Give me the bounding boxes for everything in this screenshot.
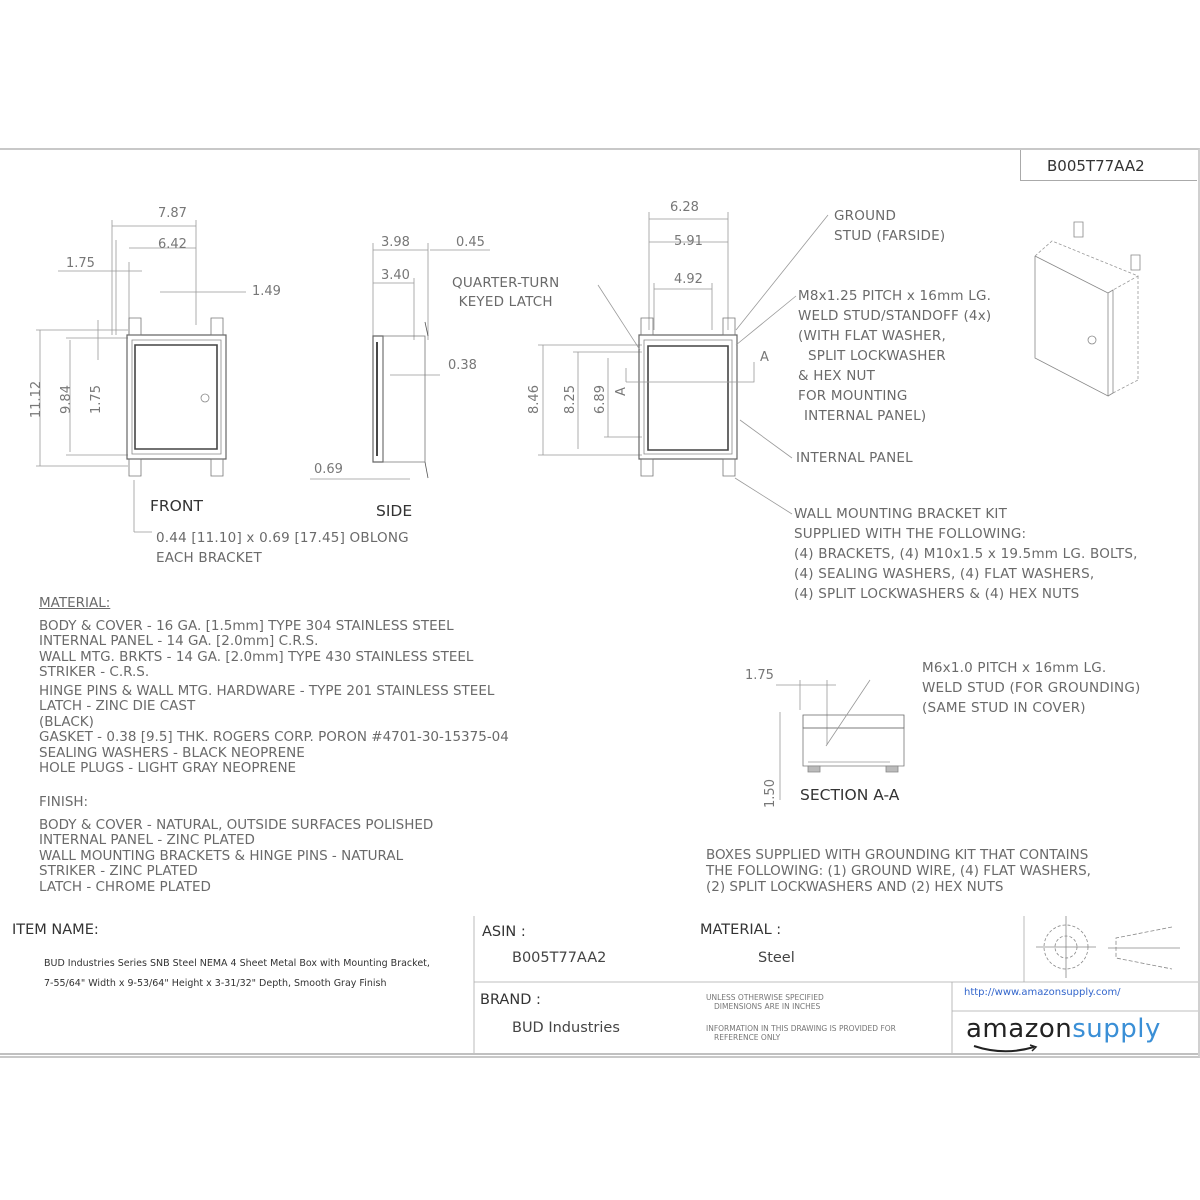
finish-section: [39, 795, 433, 895]
section-view-label: SECTION A-A: [800, 786, 900, 804]
dim-back-inner-width: 4.92: [674, 272, 703, 287]
dim-back-mid-width: 5.91: [674, 234, 703, 249]
material-line: HOLE PLUGS - LIGHT GRAY NEOPRENE: [39, 760, 297, 776]
dim-side-bottom: 0.69: [314, 462, 343, 477]
dim-back-height-a: 8.46: [526, 385, 542, 414]
dim-back-height-c: 6.89: [592, 385, 608, 414]
bracket-note: [156, 528, 409, 568]
material-line: BODY & COVER - 16 GA. [1.5mm] TYPE 304 STAINLESS STEEL: [39, 617, 454, 634]
grounding-kit-note: [706, 847, 1091, 895]
callout-line: SUPPLIED WITH THE FOLLOWING:: [794, 526, 1027, 542]
dim-side-gap: 0.38: [448, 358, 477, 373]
note-line: UNLESS OTHERWISE SPECIFIED: [706, 993, 824, 1002]
dim-front-top-offset: 1.75: [88, 385, 104, 414]
callout-line: KEYED LATCH: [458, 294, 553, 310]
material-label: MATERIAL :: [700, 922, 782, 938]
ground-stud-section-callout: [922, 658, 1140, 718]
brand-label: BRAND :: [480, 992, 541, 1008]
latch-callout: [452, 274, 559, 312]
bracket-note-line: EACH BRACKET: [156, 550, 262, 566]
material-title: MATERIAL:: [39, 595, 111, 611]
section-marker-right: A: [760, 350, 769, 365]
material-line: (BLACK): [39, 713, 94, 730]
bracket-kit-callout: [794, 504, 1138, 604]
dim-section-offset: 1.75: [745, 668, 774, 683]
dim-side-inner-depth: 3.40: [381, 268, 410, 283]
ground-stud-callout: [834, 206, 945, 246]
section-marker-left: A: [613, 387, 629, 396]
asin-value: B005T77AA2: [512, 950, 607, 966]
back-view-drawing: [538, 212, 828, 514]
dim-front-overall-width: 7.87: [158, 206, 187, 221]
dim-side-depth: 3.98: [381, 235, 410, 250]
finish-line: WALL MOUNTING BRACKETS & HINGE PINS - NATURAL: [39, 847, 404, 864]
material-value: Steel: [758, 950, 795, 966]
dim-back-height-b: 8.25: [562, 385, 578, 414]
dim-front-overall-height: 11.12: [29, 380, 45, 419]
note-line: THE FOLLOWING: (1) GROUND WIRE, (4) FLAT WASHERS,: [706, 863, 1091, 879]
callout-line: & HEX NUT: [798, 368, 876, 384]
callout-line: STUD (FARSIDE): [834, 228, 946, 244]
note-units: [706, 993, 824, 1011]
weld-stud-callout: [798, 286, 991, 426]
amazonsupply-logo: [966, 1014, 1161, 1044]
callout-line: SPLIT LOCKWASHER: [808, 348, 946, 364]
material-line: INTERNAL PANEL - 14 GA. [2.0mm] C.R.S.: [39, 633, 319, 649]
callout-line: INTERNAL PANEL): [804, 408, 927, 424]
note-line: DIMENSIONS ARE IN INCHES: [714, 1002, 821, 1011]
callout-line: M8x1.25 PITCH x 16mm LG.: [798, 288, 992, 304]
bracket-note-line: 0.44 [11.10] x 0.69 [17.45] OBLONG: [156, 530, 409, 546]
callout-line: (4) BRACKETS, (4) M10x1.5 x 19.5mm LG. BOLTS,: [794, 546, 1138, 562]
internal-panel-callout: INTERNAL PANEL: [796, 450, 913, 466]
third-angle-projection-icon: [1036, 916, 1180, 978]
note-line: (2) SPLIT LOCKWASHERS AND (2) HEX NUTS: [706, 879, 1004, 895]
asin-header: B005T77AA2: [1047, 157, 1145, 175]
dim-back-overall-width: 6.28: [670, 200, 699, 215]
dim-front-left-offset: 1.75: [66, 256, 95, 271]
isometric-view-drawing: [1035, 222, 1140, 396]
material-section: [39, 596, 509, 777]
note-reference: [706, 1024, 896, 1042]
note-line: INFORMATION IN THIS DRAWING IS PROVIDED FOR: [706, 1024, 896, 1033]
callout-line: QUARTER-TURN: [452, 275, 560, 291]
item-name-value: [44, 954, 430, 994]
front-view-label: FRONT: [150, 497, 203, 515]
note-line: REFERENCE ONLY: [714, 1033, 781, 1042]
finish-line: BODY & COVER - NATURAL, OUTSIDE SURFACES POLISHED: [39, 816, 434, 833]
callout-line: WELD STUD (FOR GROUNDING): [922, 680, 1141, 696]
asin-label: ASIN :: [482, 924, 526, 940]
amazonsupply-link[interactable]: http://www.amazonsupply.com/: [964, 987, 1121, 998]
dim-front-inner-height: 9.84: [58, 385, 74, 414]
callout-line: WALL MOUNTING BRACKET KIT: [794, 506, 1008, 522]
finish-line: INTERNAL PANEL - ZINC PLATED: [39, 832, 255, 848]
callout-line: GROUND: [834, 208, 897, 224]
logo-supply-text: supply: [1072, 1014, 1161, 1044]
section-view-drawing: [776, 680, 904, 800]
item-name-label: ITEM NAME:: [12, 922, 99, 938]
note-line: BOXES SUPPLIED WITH GROUNDING KIT THAT CONTAINS: [706, 847, 1089, 863]
material-line: STRIKER - C.R.S.: [39, 664, 150, 680]
material-line: SEALING WASHERS - BLACK NEOPRENE: [39, 744, 305, 761]
side-view-label: SIDE: [376, 502, 413, 520]
material-line: HINGE PINS & WALL MTG. HARDWARE - TYPE 201 STAINLESS STEEL: [39, 682, 495, 699]
finish-line: STRIKER - ZINC PLATED: [39, 863, 198, 879]
brand-value: BUD Industries: [512, 1020, 620, 1036]
finish-title: FINISH:: [39, 794, 89, 810]
callout-line: (WITH FLAT WASHER,: [798, 328, 946, 344]
finish-line: LATCH - CHROME PLATED: [39, 878, 211, 895]
item-name-line: 7-55/64" Width x 9-53/64" Height x 3-31/32" Depth, Smooth Gray Finish: [44, 978, 387, 989]
dim-front-inner-width: 6.42: [158, 237, 187, 252]
callout-line: M6x1.0 PITCH x 16mm LG.: [922, 660, 1107, 676]
logo-amazon-text: amazon: [966, 1014, 1073, 1044]
dim-side-latch: 0.45: [456, 235, 485, 250]
item-name-line: BUD Industries Series SNB Steel NEMA 4 Sheet Metal Box with Mounting Bracket,: [44, 958, 430, 969]
dim-section-height: 1.50: [762, 779, 778, 808]
callout-line: (4) SPLIT LOCKWASHERS & (4) HEX NUTS: [794, 586, 1080, 602]
dim-front-right-offset: 1.49: [252, 284, 281, 299]
callout-line: FOR MOUNTING: [798, 388, 908, 404]
callout-line: (4) SEALING WASHERS, (4) FLAT WASHERS,: [794, 566, 1095, 582]
material-line: WALL MTG. BRKTS - 14 GA. [2.0mm] TYPE 430 STAINLESS STEEL: [39, 648, 474, 665]
callout-line: WELD STUD/STANDOFF (4x): [798, 308, 992, 324]
material-line: LATCH - ZINC DIE CAST: [39, 698, 196, 714]
material-line: GASKET - 0.38 [9.5] THK. ROGERS CORP. PORON #4701-30-15375-04: [39, 729, 509, 745]
callout-line: (SAME STUD IN COVER): [922, 700, 1086, 716]
amazon-smile-icon: [972, 1044, 1042, 1054]
